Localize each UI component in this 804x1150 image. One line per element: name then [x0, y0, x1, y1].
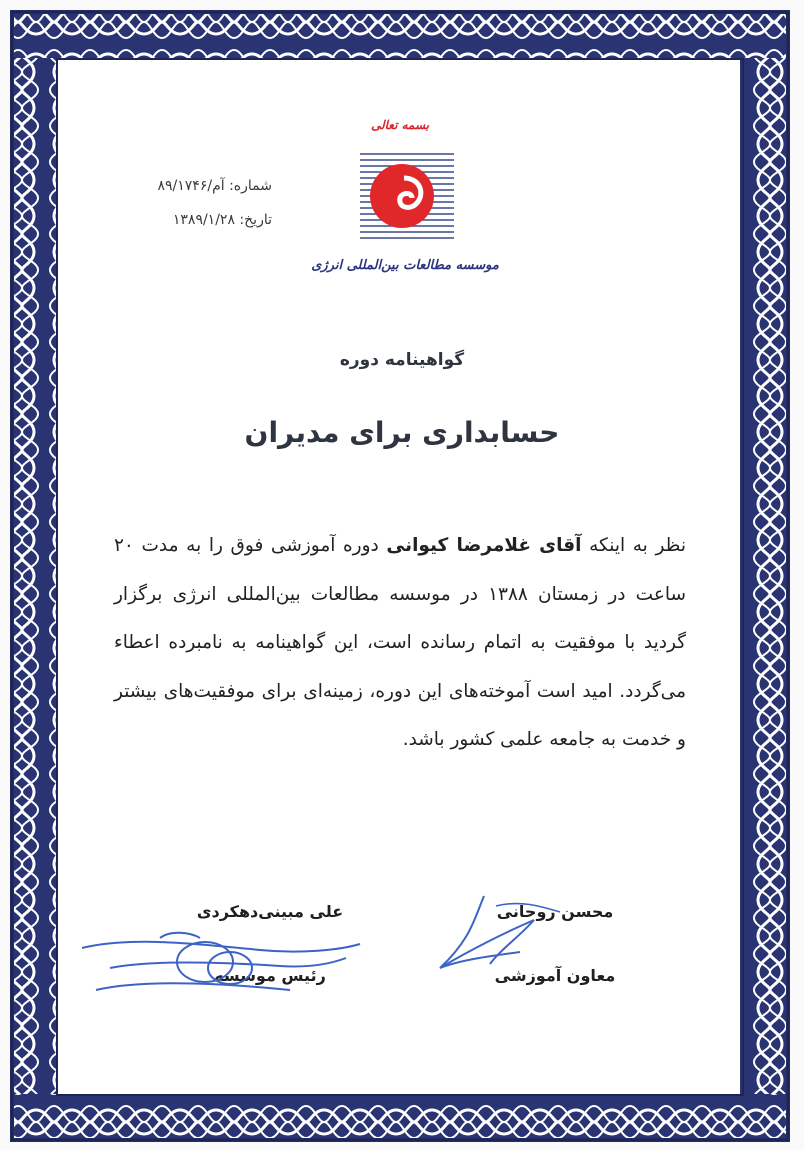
- letter-date: تاریخ: ۱۳۸۹/۱/۲۸: [172, 212, 272, 228]
- signatory-right-title: معاون آموزشی: [494, 966, 616, 985]
- intro-text: نظر به اینکه: [589, 535, 686, 556]
- recipient-name: آقای غلامرضا کیوانی: [386, 535, 582, 556]
- signatory-right-name: محسن روحانی: [496, 902, 614, 921]
- body-text: دوره آموزشی فوق را به مدت ۲۰ ساعت در زمستان ۱۳۸۸ در موسسه مطالعات بین‌المللی انرژی برگزار گردید با موفقیت به اتمام رسانده است، این گواهینامه به نامبرده اعطاء می‌گردد. امید است آموخته‌های این دوره، زمینه‌ای برای موفقیت‌های بیشتر و خدمت به جامعه علمی کشور باشد.: [114, 535, 686, 750]
- certificate-type: گواهینامه دوره: [339, 350, 465, 370]
- letter-number: شماره: آم/۸۹/۱۷۴۶: [157, 178, 272, 194]
- signatory-left-name: علی مبینی‌دهکردی: [196, 902, 344, 921]
- signatory-left-title: رئیس موسسه: [214, 966, 326, 985]
- institute-name: موسسه مطالعات بین‌المللی انرژی: [311, 258, 499, 273]
- basmala: بسمه تعالی: [370, 118, 430, 132]
- certificate-title: حسابداری برای مدیران: [244, 416, 560, 449]
